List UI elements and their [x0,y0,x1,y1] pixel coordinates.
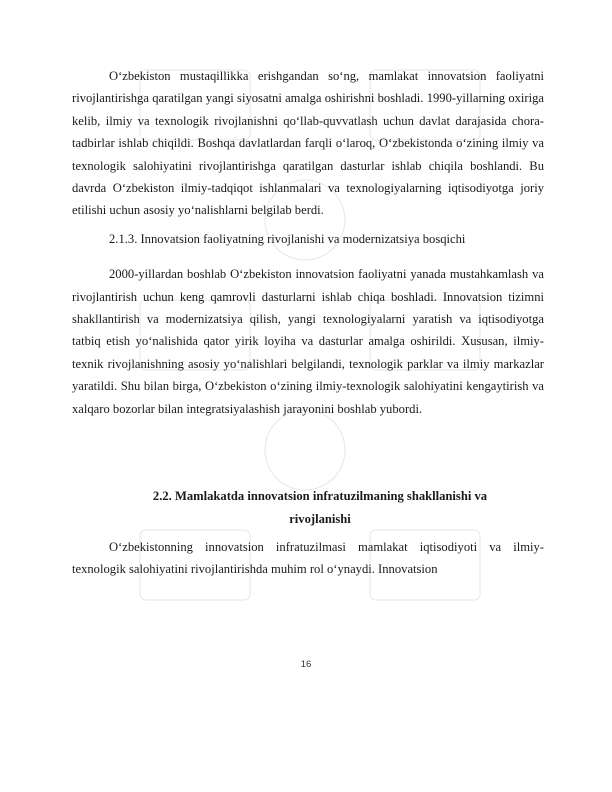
subheading-2-1-3: 2.1.3. Innovatsion faoliyatning rivojlanishi va modernizatsiya bosqichi [109,231,466,246]
page-number: 16 [300,659,312,670]
paragraph-infrastructure: O‘zbekistonning innovatsion infratuzilmasi mamlakat iqtisodiyoti va ilmiy-texnologik salohiyatini rivojlantirishda muhim rol o‘ynaydi. Innovatsion [72,539,544,577]
section-title-line2: rivojlanishi [289,511,351,526]
paragraph-independence: O‘zbekiston mustaqillikka erishgandan so‘ng, mamlakat innovatsion faoliyatni rivojlantirishga qaratilgan yangi siyosatni amalga oshirishni boshladi. 1990-yillarning oxiriga kelib, ilmiy va texnologik rivojlanishni qo‘llab-quvvatlash uchun davlat darajasida chora-tadbirlar ishlab chiqildi. Boshqa davlatlardan farqli o‘laroq, O‘zbekistonda o‘zining ilmiy va texnologik salohiyatini rivojlantirishga qaratilgan dasturlar ishlab chiqila boshlandi. Bu davrda O‘zbekiston ilmiy-tadqiqot ishlanmalari va texnologiyalarning iqtisodiyotga joriy etilishi uchun asosiy yo‘nalishlarni belgilab berdi. [72,69,544,218]
section-title-2-2 [72,485,544,530]
paragraph-2000s: 2000-yillardan boshlab O‘zbekiston innovatsion faoliyatni yanada mustahkamlash va rivojlantirish uchun keng qamrovli dasturlarni ishlab chiqa boshladi. Innovatsion tizimni shakllantirish va modernizatsiya qilish, yangi texnologiyalarni yaratish va iqtisodiyotga tatbiq etish yo‘nalishida qator yirik loyiha va dasturlar amalga oshirildi. Xususan, ilmiy-texnik rivojlanishning asosiy yo‘nalishlari belgilandi, texnologik parklar va ilmiy markazlar yaratildi. Shu bilan birga, O‘zbekiston o‘zining ilmiy-texnologik salohiyatini kengaytirish va xalqaro bozorlar bilan integratsiyalashish jarayonini boshlab yubordi. [72,267,544,416]
document-body [72,65,544,581]
section-title-line1: 2.2. Mamlakatda innovatsion infratuzilmaning shakllanishi va [152,489,488,504]
